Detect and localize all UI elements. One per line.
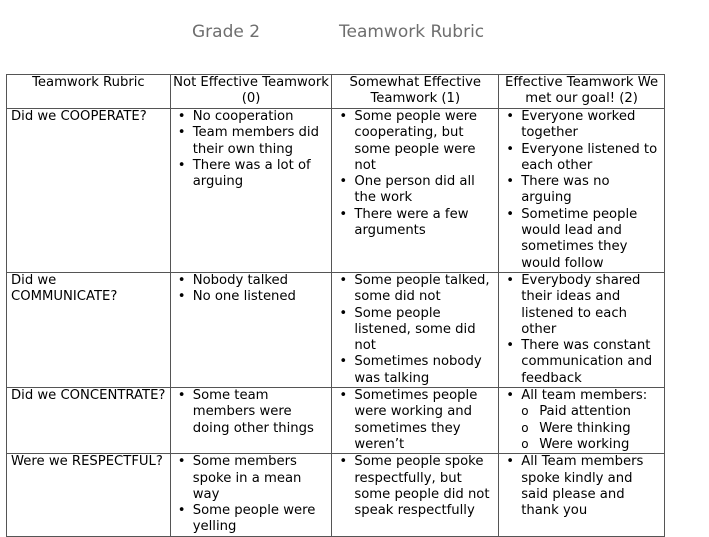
list-item: • There was no arguing	[503, 174, 660, 207]
somewhat-cell	[332, 272, 499, 387]
header-text: Teamwork Rubric	[32, 75, 145, 90]
sub-list-item: o Paid attention	[503, 404, 660, 420]
not-effective-cell	[170, 454, 332, 536]
criterion-text: Did we COOPERATE?	[11, 109, 147, 124]
criterion-cell	[7, 272, 171, 387]
list-item: • No one listened	[175, 289, 328, 305]
header-cell-somewhat	[332, 75, 499, 109]
header-text: Somewhat Effective Teamwork (1)	[349, 75, 482, 107]
criterion-text: Did we COMMUNICATE?	[11, 272, 118, 305]
header-text: Not Effective Teamwork (0)	[173, 75, 329, 107]
list-item: • Some people listened, some did not	[336, 306, 494, 355]
list-item	[503, 388, 660, 404]
effective-cell	[499, 109, 665, 273]
list-item: • There was constant communication and feedback	[503, 338, 660, 387]
list-item: • Everyone worked together	[503, 109, 660, 142]
header-cell-criteria	[7, 75, 171, 109]
list-item: • Some people talked, some did not	[336, 273, 494, 306]
somewhat-cell	[332, 388, 499, 454]
list-item: • Nobody talked	[175, 273, 328, 289]
page-header	[0, 22, 709, 44]
list-item: • Everyone listened to each other	[503, 142, 660, 175]
table-header-row	[7, 75, 665, 109]
list-item: • No cooperation	[175, 109, 328, 125]
header-cell-not-effective	[170, 75, 332, 109]
rubric-table	[6, 74, 665, 537]
header-text: Effective Teamwork We met our goal! (2)	[505, 75, 659, 107]
criterion-text: Were we RESPECTFUL?	[11, 454, 163, 470]
grade-label: Grade 2	[192, 22, 261, 42]
list-item: • There were a few arguments	[336, 207, 494, 240]
list-item: • Sometimes nobody was talking	[336, 354, 494, 387]
list-item: • Some people spoke respectfully, but some people did not speak respectfully	[336, 454, 494, 519]
somewhat-cell	[332, 454, 499, 536]
list-item: • Some people were yelling	[175, 503, 328, 536]
list-item: • Sometimes people were working and sometimes they weren’t	[336, 388, 494, 453]
table-row	[7, 109, 665, 273]
list-item: • Some members spoke in a mean way	[175, 454, 328, 503]
table-row	[7, 272, 665, 387]
criterion-text: Did we CONCENTRATE?	[11, 388, 166, 404]
list-item: • There was a lot of arguing	[175, 158, 328, 191]
not-effective-cell	[170, 272, 332, 387]
effective-cell	[499, 272, 665, 387]
somewhat-cell	[332, 109, 499, 273]
list-item: • All Team members spoke kindly and said please and thank you	[503, 454, 660, 519]
table-row	[7, 388, 665, 454]
criterion-cell	[7, 388, 171, 454]
list-item: • Some team members were doing other things	[175, 388, 328, 437]
not-effective-cell	[170, 388, 332, 454]
effective-cell	[499, 454, 665, 536]
sub-list-item: o Were working	[503, 437, 660, 453]
header-cell-effective	[499, 75, 665, 109]
list-item: • One person did all the work	[336, 174, 494, 207]
list-item: • Everybody shared their ideas and listened to each other	[503, 273, 660, 338]
list-item: • Team members did their own thing	[175, 125, 328, 158]
not-effective-cell	[170, 109, 332, 273]
effective-cell	[499, 388, 665, 454]
criterion-cell	[7, 109, 171, 273]
list-item-text: All team members:	[521, 388, 648, 404]
criterion-cell	[7, 454, 171, 536]
page-title: Teamwork Rubric	[339, 22, 485, 42]
list-item: • Some people were cooperating, but some people were not	[336, 109, 494, 174]
table-row	[7, 454, 665, 536]
sub-list-item: o Were thinking	[503, 421, 660, 437]
list-item: • Sometime people would lead and sometimes they would follow	[503, 207, 660, 272]
